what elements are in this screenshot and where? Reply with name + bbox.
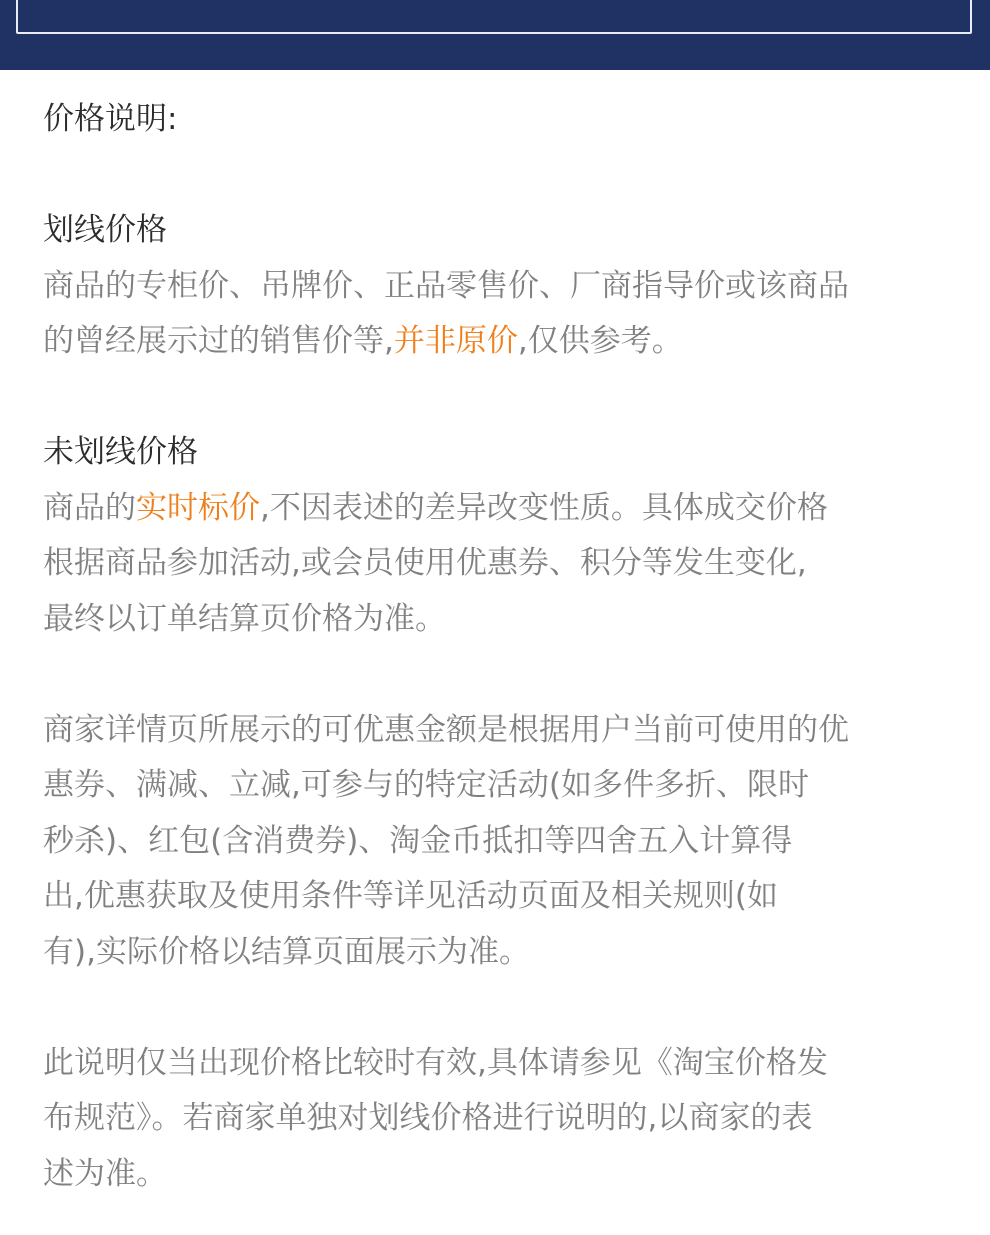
non-strikethrough-price-heading: 未划线价格	[43, 434, 198, 470]
non-strikethrough-price-line: 最终以订单结算页价格为准。	[43, 600, 446, 637]
strikethrough-price-heading: 划线价格	[43, 212, 167, 248]
strikethrough-price-line: 商品的专柜价、吊牌价、正品零售价、厂商指导价或该商品	[43, 267, 849, 304]
validity-paragraph-line: 述为准。	[43, 1155, 167, 1192]
top-banner	[0, 0, 990, 70]
real-time-price-highlight: 实时标价	[136, 489, 260, 526]
spacer	[43, 647, 943, 703]
discount-paragraph-line: 有),实际价格以结算页面展示为准。	[43, 933, 530, 970]
spacer	[43, 148, 943, 204]
not-original-price-highlight: 并非原价	[393, 323, 518, 359]
validity-paragraph-line: 布规范》。若商家单独对划线价格进行说明的,以商家的表	[43, 1100, 813, 1136]
text-segment: 的曾经展示过的销售价等,	[43, 323, 394, 359]
strikethrough-price-line	[43, 314, 943, 370]
price-explanation-content	[43, 92, 943, 1202]
discount-paragraph-line: 惠券、满减、立减,可参与的特定活动(如多件多折、限时	[43, 767, 809, 803]
text-segment: ,不因表述的差异改变性质。具体成交价格	[260, 489, 828, 526]
non-strikethrough-price-line	[43, 481, 943, 537]
spacer	[43, 370, 943, 426]
top-banner-frame	[16, 0, 972, 34]
price-explanation-title: 价格说明:	[43, 101, 178, 137]
text-segment: 商品的	[43, 489, 136, 526]
discount-paragraph-line: 商家详情页所展示的可优惠金额是根据用户当前可使用的优	[43, 711, 849, 748]
validity-paragraph-line: 此说明仅当出现价格比较时有效,具体请参见《淘宝价格发	[43, 1044, 828, 1081]
discount-paragraph-line: 秒杀)、红包(含消费券)、淘金币抵扣等四舍五入计算得	[43, 822, 793, 859]
spacer	[43, 980, 943, 1036]
discount-paragraph-line: 出,优惠获取及使用条件等详见活动页面及相关规则(如	[43, 878, 778, 914]
text-segment: ,仅供参考。	[517, 323, 683, 359]
non-strikethrough-price-line: 根据商品参加活动,或会员使用优惠券、积分等发生变化,	[43, 545, 807, 581]
